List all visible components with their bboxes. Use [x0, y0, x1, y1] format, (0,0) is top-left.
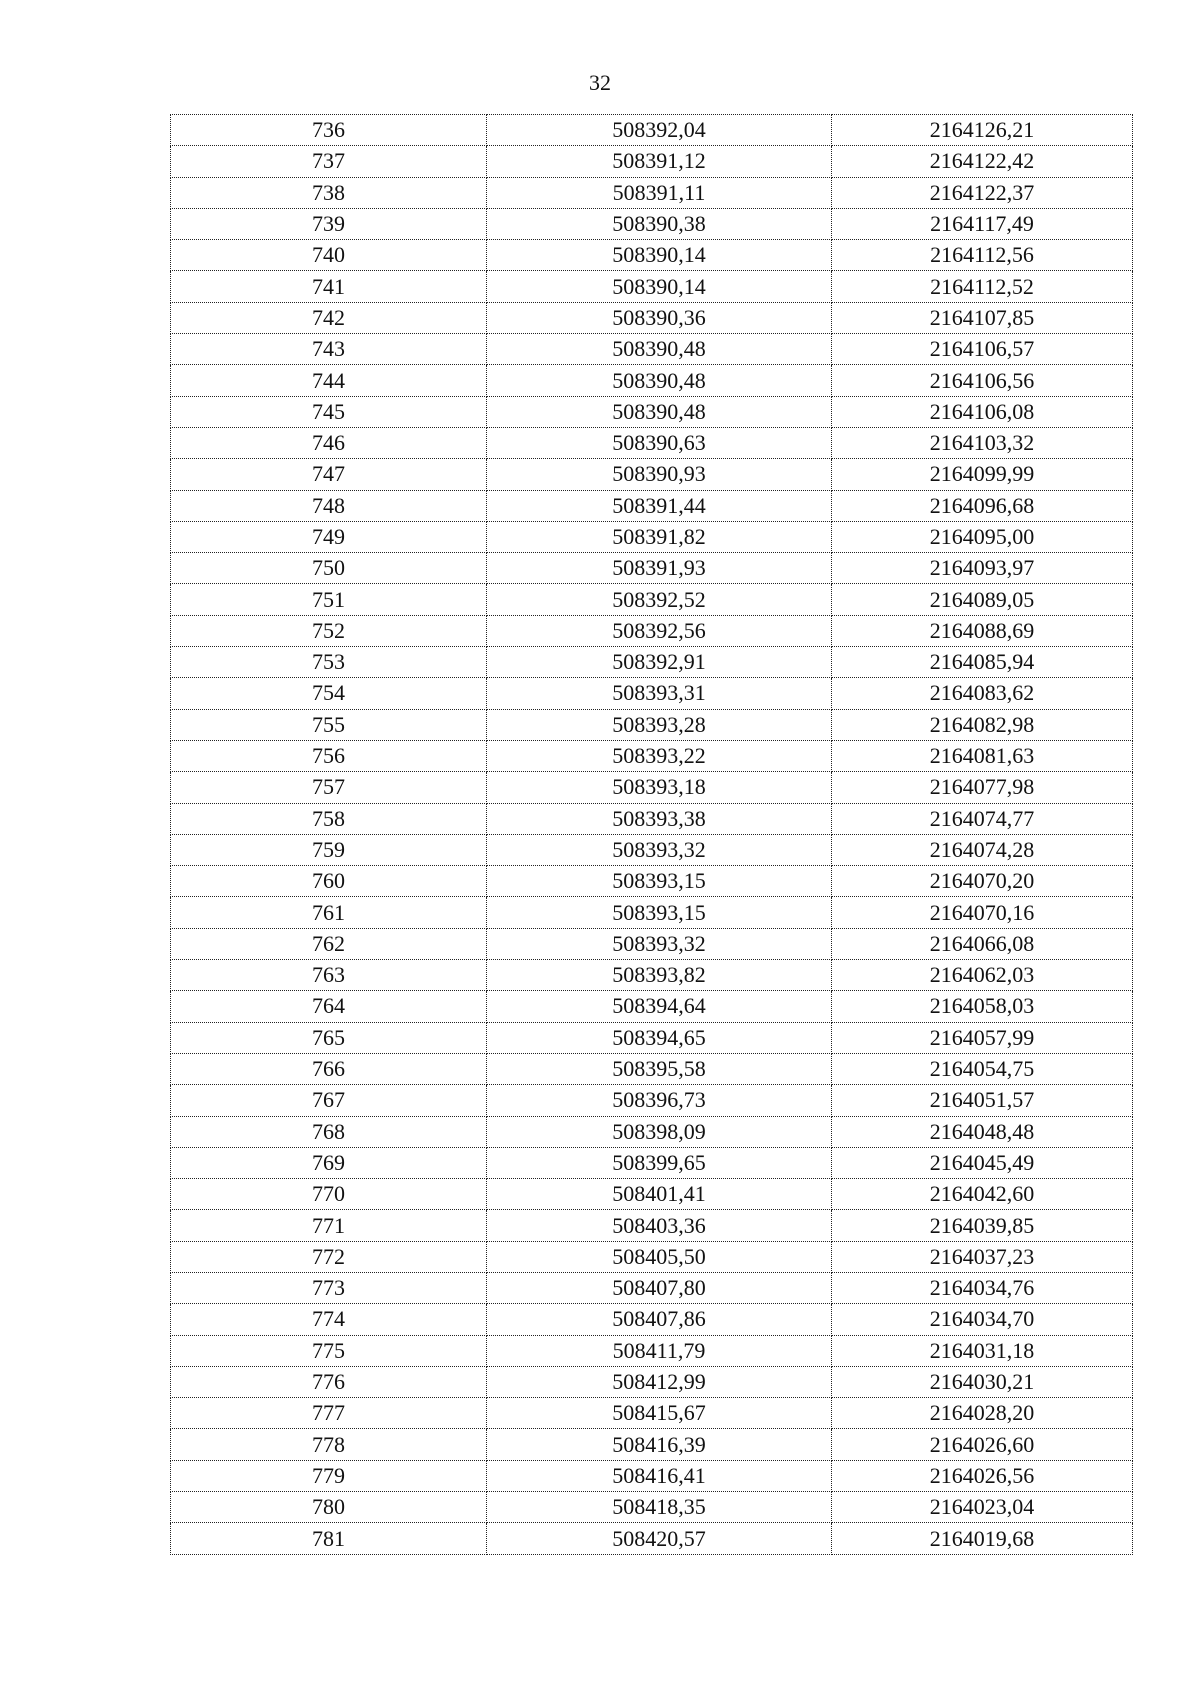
x-coordinate-cell: 508390,36: [487, 302, 832, 333]
point-number-cell: 744: [171, 365, 487, 396]
y-coordinate-cell: 2164077,98: [832, 772, 1133, 803]
table-row: [171, 1179, 1133, 1210]
x-coordinate-cell: 508418,35: [487, 1492, 832, 1523]
table-row: [171, 1398, 1133, 1429]
point-number-cell: 763: [171, 960, 487, 991]
x-coordinate-cell: 508393,31: [487, 678, 832, 709]
x-coordinate-cell: 508398,09: [487, 1116, 832, 1147]
table-row: [171, 1492, 1133, 1523]
point-number-cell: 742: [171, 302, 487, 333]
table-row: [171, 177, 1133, 208]
point-number-cell: 752: [171, 615, 487, 646]
table-row: [171, 678, 1133, 709]
y-coordinate-cell: 2164039,85: [832, 1210, 1133, 1241]
y-coordinate-cell: 2164122,37: [832, 177, 1133, 208]
point-number-cell: 741: [171, 271, 487, 302]
point-number-cell: 745: [171, 396, 487, 427]
x-coordinate-cell: 508396,73: [487, 1085, 832, 1116]
table-row: [171, 1147, 1133, 1178]
y-coordinate-cell: 2164058,03: [832, 991, 1133, 1022]
point-number-cell: 780: [171, 1492, 487, 1523]
y-coordinate-cell: 2164096,68: [832, 490, 1133, 521]
point-number-cell: 753: [171, 647, 487, 678]
y-coordinate-cell: 2164083,62: [832, 678, 1133, 709]
table-row: [171, 1053, 1133, 1084]
point-number-cell: 779: [171, 1460, 487, 1491]
table-row: [171, 897, 1133, 928]
y-coordinate-cell: 2164034,70: [832, 1304, 1133, 1335]
point-number-cell: 765: [171, 1022, 487, 1053]
x-coordinate-cell: 508415,67: [487, 1398, 832, 1429]
table-row: [171, 1116, 1133, 1147]
x-coordinate-cell: 508399,65: [487, 1147, 832, 1178]
y-coordinate-cell: 2164048,48: [832, 1116, 1133, 1147]
table-row: [171, 960, 1133, 991]
y-coordinate-cell: 2164054,75: [832, 1053, 1133, 1084]
table-row: [171, 991, 1133, 1022]
point-number-cell: 769: [171, 1147, 487, 1178]
point-number-cell: 749: [171, 521, 487, 552]
x-coordinate-cell: 508393,15: [487, 897, 832, 928]
y-coordinate-cell: 2164117,49: [832, 208, 1133, 239]
y-coordinate-cell: 2164112,52: [832, 271, 1133, 302]
y-coordinate-cell: 2164030,21: [832, 1366, 1133, 1397]
y-coordinate-cell: 2164045,49: [832, 1147, 1133, 1178]
x-coordinate-cell: 508391,93: [487, 553, 832, 584]
point-number-cell: 738: [171, 177, 487, 208]
point-number-cell: 759: [171, 834, 487, 865]
y-coordinate-cell: 2164070,16: [832, 897, 1133, 928]
point-number-cell: 748: [171, 490, 487, 521]
table-row: [171, 1210, 1133, 1241]
x-coordinate-cell: 508412,99: [487, 1366, 832, 1397]
point-number-cell: 750: [171, 553, 487, 584]
x-coordinate-cell: 508393,18: [487, 772, 832, 803]
x-coordinate-cell: 508393,32: [487, 928, 832, 959]
x-coordinate-cell: 508392,52: [487, 584, 832, 615]
x-coordinate-cell: 508393,15: [487, 866, 832, 897]
x-coordinate-cell: 508407,80: [487, 1272, 832, 1303]
table-row: [171, 928, 1133, 959]
x-coordinate-cell: 508392,56: [487, 615, 832, 646]
y-coordinate-cell: 2164106,56: [832, 365, 1133, 396]
table-row: [171, 647, 1133, 678]
x-coordinate-cell: 508390,63: [487, 427, 832, 458]
x-coordinate-cell: 508394,65: [487, 1022, 832, 1053]
point-number-cell: 775: [171, 1335, 487, 1366]
x-coordinate-cell: 508390,14: [487, 271, 832, 302]
point-number-cell: 737: [171, 146, 487, 177]
table-row: [171, 866, 1133, 897]
table-row: [171, 396, 1133, 427]
y-coordinate-cell: 2164042,60: [832, 1179, 1133, 1210]
x-coordinate-cell: 508393,38: [487, 803, 832, 834]
table-row: [171, 427, 1133, 458]
y-coordinate-cell: 2164026,56: [832, 1460, 1133, 1491]
x-coordinate-cell: 508394,64: [487, 991, 832, 1022]
point-number-cell: 756: [171, 740, 487, 771]
y-coordinate-cell: 2164093,97: [832, 553, 1133, 584]
x-coordinate-cell: 508390,14: [487, 240, 832, 271]
point-number-cell: 762: [171, 928, 487, 959]
x-coordinate-cell: 508391,82: [487, 521, 832, 552]
point-number-cell: 772: [171, 1241, 487, 1272]
point-number-cell: 755: [171, 709, 487, 740]
table-row: [171, 615, 1133, 646]
table-row: [171, 240, 1133, 271]
point-number-cell: 773: [171, 1272, 487, 1303]
table-row: [171, 459, 1133, 490]
x-coordinate-cell: 508420,57: [487, 1523, 832, 1554]
table-row: [171, 1523, 1133, 1554]
table-row: [171, 334, 1133, 365]
table-row: [171, 834, 1133, 865]
y-coordinate-cell: 2164066,08: [832, 928, 1133, 959]
y-coordinate-cell: 2164085,94: [832, 647, 1133, 678]
point-number-cell: 766: [171, 1053, 487, 1084]
table-row: [171, 521, 1133, 552]
y-coordinate-cell: 2164026,60: [832, 1429, 1133, 1460]
table-row: [171, 1085, 1133, 1116]
table-row: [171, 1272, 1133, 1303]
y-coordinate-cell: 2164122,42: [832, 146, 1133, 177]
point-number-cell: 757: [171, 772, 487, 803]
x-coordinate-cell: 508411,79: [487, 1335, 832, 1366]
y-coordinate-cell: 2164031,18: [832, 1335, 1133, 1366]
y-coordinate-cell: 2164074,28: [832, 834, 1133, 865]
y-coordinate-cell: 2164082,98: [832, 709, 1133, 740]
y-coordinate-cell: 2164023,04: [832, 1492, 1133, 1523]
y-coordinate-cell: 2164112,56: [832, 240, 1133, 271]
y-coordinate-cell: 2164028,20: [832, 1398, 1133, 1429]
y-coordinate-cell: 2164062,03: [832, 960, 1133, 991]
y-coordinate-cell: 2164095,00: [832, 521, 1133, 552]
point-number-cell: 758: [171, 803, 487, 834]
point-number-cell: 771: [171, 1210, 487, 1241]
y-coordinate-cell: 2164089,05: [832, 584, 1133, 615]
point-number-cell: 768: [171, 1116, 487, 1147]
x-coordinate-cell: 508391,44: [487, 490, 832, 521]
y-coordinate-cell: 2164037,23: [832, 1241, 1133, 1272]
table-row: [171, 1241, 1133, 1272]
y-coordinate-cell: 2164070,20: [832, 866, 1133, 897]
point-number-cell: 740: [171, 240, 487, 271]
x-coordinate-cell: 508390,48: [487, 396, 832, 427]
table-row: [171, 146, 1133, 177]
coordinates-table-body: [171, 115, 1133, 1555]
y-coordinate-cell: 2164126,21: [832, 115, 1133, 146]
point-number-cell: 774: [171, 1304, 487, 1335]
point-number-cell: 736: [171, 115, 487, 146]
table-row: [171, 1366, 1133, 1397]
x-coordinate-cell: 508395,58: [487, 1053, 832, 1084]
x-coordinate-cell: 508393,28: [487, 709, 832, 740]
x-coordinate-cell: 508390,93: [487, 459, 832, 490]
x-coordinate-cell: 508392,91: [487, 647, 832, 678]
table-row: [171, 1022, 1133, 1053]
table-row: [171, 1429, 1133, 1460]
x-coordinate-cell: 508407,86: [487, 1304, 832, 1335]
x-coordinate-cell: 508390,38: [487, 208, 832, 239]
y-coordinate-cell: 2164051,57: [832, 1085, 1133, 1116]
y-coordinate-cell: 2164106,08: [832, 396, 1133, 427]
point-number-cell: 761: [171, 897, 487, 928]
x-coordinate-cell: 508392,04: [487, 115, 832, 146]
x-coordinate-cell: 508403,36: [487, 1210, 832, 1241]
table-row: [171, 1304, 1133, 1335]
point-number-cell: 776: [171, 1366, 487, 1397]
table-row: [171, 584, 1133, 615]
table-row: [171, 803, 1133, 834]
x-coordinate-cell: 508391,11: [487, 177, 832, 208]
table-row: [171, 553, 1133, 584]
x-coordinate-cell: 508390,48: [487, 365, 832, 396]
point-number-cell: 743: [171, 334, 487, 365]
point-number-cell: 777: [171, 1398, 487, 1429]
table-row: [171, 772, 1133, 803]
point-number-cell: 739: [171, 208, 487, 239]
y-coordinate-cell: 2164057,99: [832, 1022, 1133, 1053]
x-coordinate-cell: 508390,48: [487, 334, 832, 365]
y-coordinate-cell: 2164103,32: [832, 427, 1133, 458]
point-number-cell: 764: [171, 991, 487, 1022]
x-coordinate-cell: 508393,82: [487, 960, 832, 991]
x-coordinate-cell: 508393,32: [487, 834, 832, 865]
point-number-cell: 746: [171, 427, 487, 458]
point-number-cell: 747: [171, 459, 487, 490]
x-coordinate-cell: 508416,41: [487, 1460, 832, 1491]
y-coordinate-cell: 2164081,63: [832, 740, 1133, 771]
point-number-cell: 767: [171, 1085, 487, 1116]
point-number-cell: 754: [171, 678, 487, 709]
x-coordinate-cell: 508393,22: [487, 740, 832, 771]
table-row: [171, 208, 1133, 239]
x-coordinate-cell: 508405,50: [487, 1241, 832, 1272]
point-number-cell: 778: [171, 1429, 487, 1460]
point-number-cell: 770: [171, 1179, 487, 1210]
point-number-cell: 781: [171, 1523, 487, 1554]
table-row: [171, 1335, 1133, 1366]
table-row: [171, 365, 1133, 396]
table-row: [171, 1460, 1133, 1491]
x-coordinate-cell: 508391,12: [487, 146, 832, 177]
point-number-cell: 760: [171, 866, 487, 897]
y-coordinate-cell: 2164107,85: [832, 302, 1133, 333]
y-coordinate-cell: 2164106,57: [832, 334, 1133, 365]
y-coordinate-cell: 2164099,99: [832, 459, 1133, 490]
table-row: [171, 709, 1133, 740]
x-coordinate-cell: 508401,41: [487, 1179, 832, 1210]
table-row: [171, 115, 1133, 146]
table-row: [171, 490, 1133, 521]
table-row: [171, 302, 1133, 333]
y-coordinate-cell: 2164074,77: [832, 803, 1133, 834]
table-row: [171, 271, 1133, 302]
coordinates-table: [170, 114, 1133, 1555]
point-number-cell: 751: [171, 584, 487, 615]
y-coordinate-cell: 2164088,69: [832, 615, 1133, 646]
y-coordinate-cell: 2164019,68: [832, 1523, 1133, 1554]
y-coordinate-cell: 2164034,76: [832, 1272, 1133, 1303]
table-row: [171, 740, 1133, 771]
x-coordinate-cell: 508416,39: [487, 1429, 832, 1460]
page-number: 32: [589, 70, 611, 95]
